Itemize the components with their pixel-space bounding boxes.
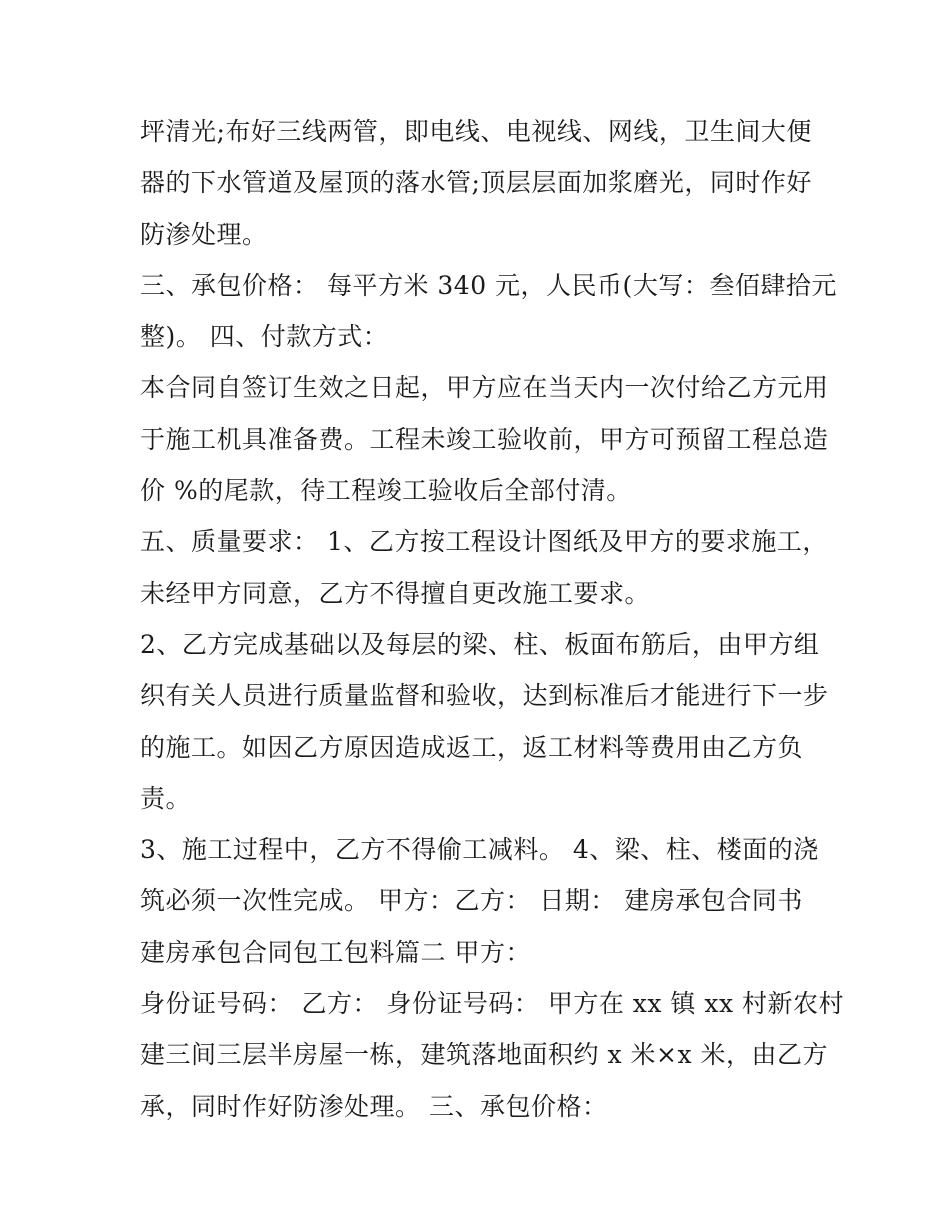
text-line: 于施工机具准备费。工程未竣工验收前，甲方可预留工程总造 [140,424,829,454]
text-line: 器的下水管道及屋顶的落水管;顶层层面加浆磨光，同时作好 [140,168,812,198]
text-line: 建房承包合同包工包料篇二 甲方： [140,937,531,967]
text-line: 的施工。如因乙方原因造成返工，返工材料等费用由乙方负 [140,732,804,762]
text-line: 织有关人员进行质量监督和验收，达到标准后才能进行下一步 [140,681,829,711]
text-line: 责。 [140,783,192,813]
contract-text-body [140,106,845,1132]
text-line: 五、质量要求： 1、乙方按工程设计图纸及甲方的要求施工， [140,527,828,557]
text-line: 未经甲方同意，乙方不得擅自更改施工要求。 [140,578,651,608]
text-line: 身份证号码： 乙方： 身份证号码： 甲方在 xx 镇 xx 村新农村 [140,989,845,1019]
text-line: 坪清光;布好三线两管，即电线、电视线、网线，卫生间大便 [140,117,812,146]
text-line: 建三间三层半房屋一栋，建筑落地面积约 x 米×x 米，由乙方 [140,1040,828,1070]
text-line: 价 %的尾款，待工程竣工验收后全部付清。 [140,476,632,506]
text-line: 承，同时作好防渗处理。 三、承包价格： [140,1091,608,1121]
text-line: 3、施工过程中，乙方不得偷工减料。 4、梁、柱、楼面的浇 [140,835,819,865]
text-line: 三、承包价格： 每平方米 340 元，人民币(大写：叁佰肆拾元 [140,270,837,300]
text-line: 筑必须一次性完成。 甲方：乙方： 日期： 建房承包合同书 [140,886,803,916]
text-line: 整)。 四、付款方式： [140,322,389,352]
text-line: 2、乙方完成基础以及每层的梁、柱、板面布筋后，由甲方组 [140,629,820,659]
text-line: 本合同自签订生效之日起，甲方应在当天内一次付给乙方元用 [140,373,829,403]
text-line: 防渗处理。 [140,219,268,249]
